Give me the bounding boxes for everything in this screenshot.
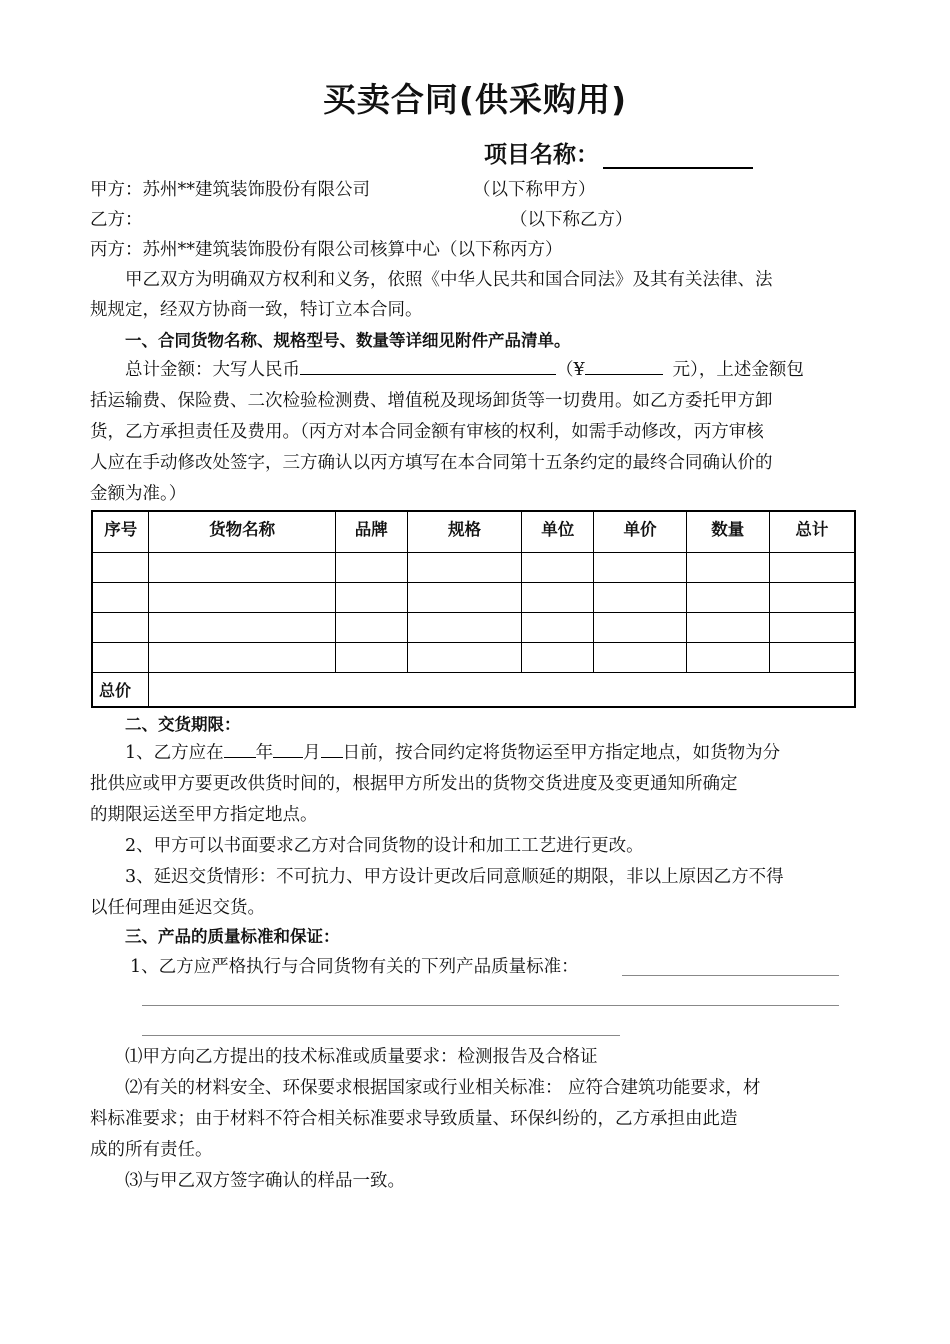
party-b-label: 乙方： xyxy=(90,210,143,230)
month-blank[interactable] xyxy=(273,739,303,758)
table-cell[interactable] xyxy=(335,613,407,643)
total-price-label: 总价 xyxy=(92,673,149,708)
table-total-row xyxy=(92,673,855,708)
table-cell[interactable] xyxy=(594,643,687,673)
table-cell[interactable] xyxy=(686,613,769,643)
amount-prefix: 总计金额：大写人民币 xyxy=(125,360,300,380)
delivery-item-2: 2、甲方可以书面要求乙方对合同货物的设计和加工工艺进行更改。 xyxy=(125,836,644,856)
table-cell[interactable] xyxy=(92,553,149,583)
delivery-item-1 xyxy=(125,738,780,769)
party-b-note: （以下称乙方） xyxy=(510,210,633,230)
party-a-label: 甲方：苏州**建筑装饰股份有限公司 xyxy=(90,180,370,200)
delivery-item-1-suffix: 日前，按合同约定将货物运至甲方指定地点，如货物为分 xyxy=(342,743,781,763)
section-1-line-3: 货，乙方承担责任及费用。（丙方对本合同金额有审核的权利，如需手动修改，丙方审核 xyxy=(90,422,764,442)
header-quantity: 数量 xyxy=(686,511,769,553)
table-cell[interactable] xyxy=(149,643,335,673)
header-spec: 规格 xyxy=(407,511,522,553)
section-2-heading: 二、交货期限： xyxy=(125,715,241,734)
table-cell[interactable] xyxy=(522,583,594,613)
quality-standard-blank-2[interactable] xyxy=(142,1005,839,1006)
total-price-value[interactable] xyxy=(149,673,855,708)
table-cell[interactable] xyxy=(686,583,769,613)
table-cell[interactable] xyxy=(407,553,522,583)
table-row xyxy=(92,643,855,673)
quality-sub-3: ⑶与甲乙双方签字确认的样品一致。 xyxy=(125,1171,405,1191)
project-name-label: 项目名称： xyxy=(484,142,599,168)
table-cell[interactable] xyxy=(594,553,687,583)
quality-sub-2-line-2: 料标准要求；由于材料不符合相关标准要求导致质量、环保纠纷的，乙方承担由此造 xyxy=(90,1109,738,1129)
header-index: 序号 xyxy=(92,511,149,553)
table-cell[interactable] xyxy=(686,553,769,583)
amount-words-blank[interactable] xyxy=(300,356,556,375)
delivery-item-1-prefix: 1、乙方应在 xyxy=(125,743,224,763)
table-header-row xyxy=(92,511,855,553)
goods-table xyxy=(91,510,856,708)
header-total: 总计 xyxy=(769,511,855,553)
section-1-line-5: 金额为准。） xyxy=(90,484,187,504)
amount-suffix: 元），上述金额包 xyxy=(672,360,804,380)
table-cell[interactable] xyxy=(92,613,149,643)
table-cell[interactable] xyxy=(335,643,407,673)
quality-standard-blank-3[interactable] xyxy=(142,1035,620,1036)
table-row xyxy=(92,553,855,583)
table-cell[interactable] xyxy=(769,583,855,613)
intro-line-2: 规规定，经双方协商一致，特订立本合同。 xyxy=(90,300,423,320)
delivery-item-3-line-1: 3、延迟交货情形：不可抗力、甲方设计更改后同意顺延的期限，非以上原因乙方不得 xyxy=(125,867,784,887)
header-brand: 品牌 xyxy=(335,511,407,553)
amount-number-blank[interactable] xyxy=(585,356,663,375)
table-cell[interactable] xyxy=(522,613,594,643)
delivery-item-1-line-3: 的期限运送至甲方指定地点。 xyxy=(90,805,318,825)
table-cell[interactable] xyxy=(335,553,407,583)
table-cell[interactable] xyxy=(407,643,522,673)
section-3-heading: 三、产品的质量标准和保证： xyxy=(125,927,340,946)
delivery-item-3-line-2: 以任何理由延迟交货。 xyxy=(90,898,265,918)
party-c-label: 丙方：苏州**建筑装饰股份有限公司核算中心（以下称丙方） xyxy=(90,240,563,260)
project-name-row xyxy=(484,136,753,169)
section-1-line-4: 人应在手动修改处签字，三方确认以丙方填写在本合同第十五条约定的最终合同确认价的 xyxy=(90,453,773,473)
table-cell[interactable] xyxy=(686,643,769,673)
table-row xyxy=(92,613,855,643)
section-1-line-2: 括运输费、保险费、二次检验检测费、增值税及现场卸货等一切费用。如乙方委托甲方卸 xyxy=(90,391,773,411)
year-label: 年 xyxy=(255,743,274,763)
table-row xyxy=(92,583,855,613)
page-title: 买卖合同(供采购用) xyxy=(322,80,628,119)
party-a-note: （以下称甲方） xyxy=(473,180,596,200)
quality-sub-1: ⑴甲方向乙方提出的技术标准或质量要求：检测报告及合格证 xyxy=(125,1047,598,1067)
quality-sub-2-line-1: ⑵有关的材料安全、环保要求根据国家或行业相关标准： 应符合建筑功能要求，材 xyxy=(125,1078,761,1098)
table-cell[interactable] xyxy=(149,583,335,613)
table-cell[interactable] xyxy=(594,583,687,613)
table-cell[interactable] xyxy=(92,583,149,613)
table-cell[interactable] xyxy=(522,553,594,583)
delivery-item-1-line-2: 批供应或甲方要更改供货时间的，根据甲方所发出的货物交货进度及变更通知所确定 xyxy=(90,774,738,794)
header-unit: 单位 xyxy=(522,511,594,553)
table-cell[interactable] xyxy=(769,643,855,673)
section-1-heading: 一、合同货物名称、规格型号、数量等详细见附件产品清单。 xyxy=(125,331,571,350)
table-cell[interactable] xyxy=(407,583,522,613)
table-cell[interactable] xyxy=(522,643,594,673)
table-cell[interactable] xyxy=(769,613,855,643)
amount-mid: （¥ xyxy=(556,360,585,380)
table-cell[interactable] xyxy=(92,643,149,673)
quality-standard-blank-1[interactable] xyxy=(622,975,839,976)
table-cell[interactable] xyxy=(407,613,522,643)
table-cell[interactable] xyxy=(335,583,407,613)
table-cell[interactable] xyxy=(149,553,335,583)
table-cell[interactable] xyxy=(769,553,855,583)
table-cell[interactable] xyxy=(149,613,335,643)
quality-sub-2-line-3: 成的所有责任。 xyxy=(90,1140,213,1160)
quality-item-1: 1、乙方应严格执行与合同货物有关的下列产品质量标准： xyxy=(130,957,579,977)
day-blank[interactable] xyxy=(321,739,343,758)
project-name-blank[interactable] xyxy=(603,147,753,169)
intro-line-1: 甲乙双方为明确双方权利和义务，依照《中华人民共和国合同法》及其有关法律、法 xyxy=(125,270,773,290)
month-label: 月 xyxy=(303,743,321,763)
table-cell[interactable] xyxy=(594,613,687,643)
header-goods-name: 货物名称 xyxy=(149,511,335,553)
header-unit-price: 单价 xyxy=(594,511,687,553)
amount-line xyxy=(125,355,804,386)
year-blank[interactable] xyxy=(224,739,256,758)
